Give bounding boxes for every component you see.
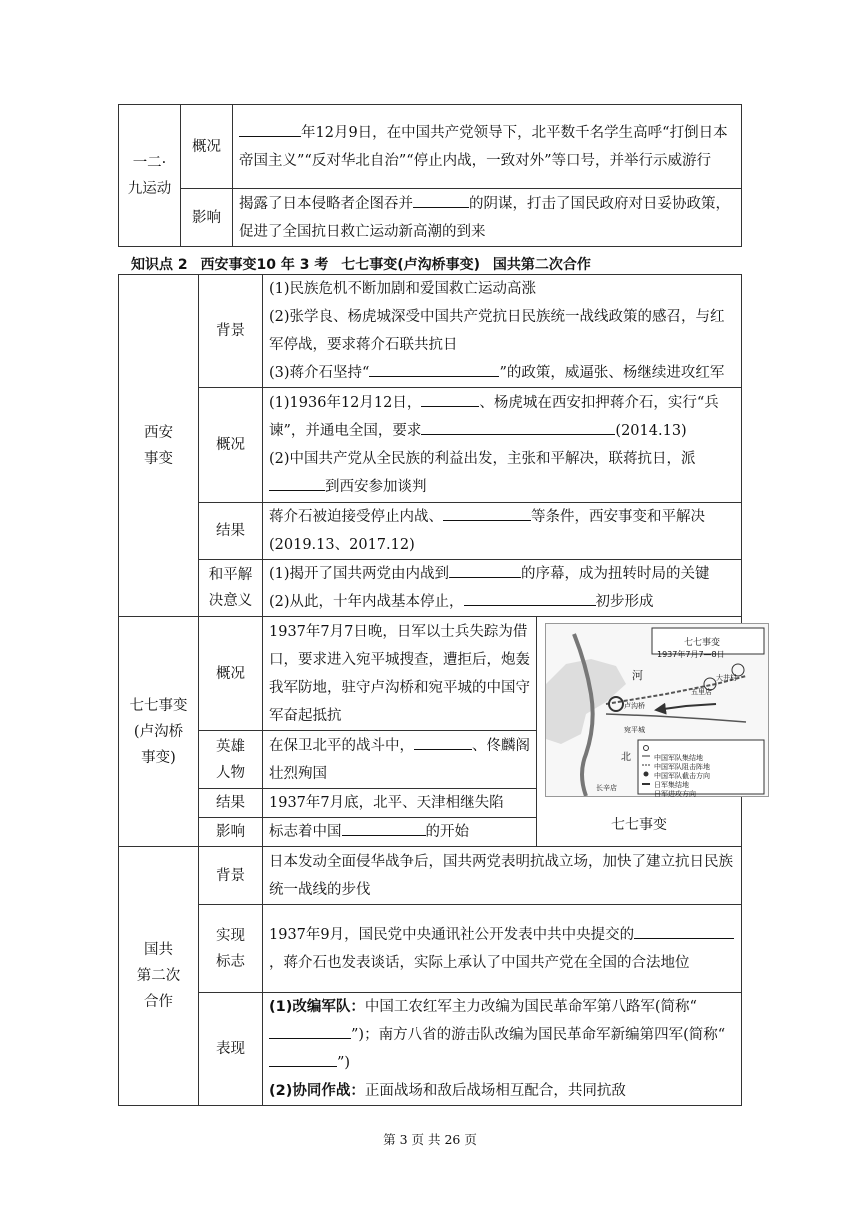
kp-topic-1: 西安事变 [200, 257, 257, 273]
coop-perf-1-mid: ”)；南方八省的游击队改编为国民革命军新编第四军(简称“ [351, 1027, 726, 1043]
coop-sign-2: ，蒋介石也发表谈话，实际上承认了中国共产党在全国的合法地位 [269, 954, 690, 971]
title-line-2: (卢沟桥 [133, 723, 184, 740]
cell-xian-result [263, 503, 742, 560]
coop-perf-1-label: (1)改编军队： [269, 999, 365, 1015]
blank-hero [414, 735, 472, 750]
label-coop-performance: 表现 [199, 993, 263, 1106]
title-line-2: 事变 [144, 450, 173, 467]
blank-united-front [464, 591, 596, 606]
coop-perf-2-text: 正面战场和敌后战场相互配合，共同抗敌 [364, 1083, 626, 1099]
knowledge-point-header [131, 254, 599, 274]
cell-coop-performance [263, 993, 742, 1106]
map-title: 七七事变 [684, 638, 721, 648]
blank-war [342, 821, 426, 836]
blank-demand [421, 420, 615, 435]
title-line-3: 合作 [144, 994, 173, 1010]
xian-ov-1-pre: (1)1936年12月12日， [269, 395, 422, 411]
row-title-qiqi [119, 617, 199, 847]
coop-sign-1: 1937年9月，国民党中央通讯社公开发表中共中央提交的 [269, 926, 635, 943]
xian-bg-2: (2)张学良、杨虎城深受中国共产党抗日民族统一战线政策的感召，与红军停战，要求蒋介石联共抗日 [269, 309, 725, 353]
label-coop-background: 背景 [199, 847, 263, 905]
sign-label-2: 标志 [216, 953, 245, 970]
blank-new-4th [269, 1052, 337, 1067]
title-line-1: 西安 [144, 424, 173, 441]
label-overview: 概况 [181, 105, 233, 189]
xian-bg-3-pre: (3)蒋介石坚持“ [269, 365, 370, 381]
label-qiqi-heroes [199, 731, 263, 789]
title-line-2: 九运动 [127, 180, 172, 197]
map-legend-5: 日军进攻方向 [654, 790, 696, 798]
hero-label-1: 英雄 [216, 738, 245, 755]
xian-ov-1-mid: 、杨虎城在西安扣押蒋介石，实行“兵谏”，并通电全国，要求 [269, 395, 719, 439]
table-xian-qiqi-coop [118, 274, 742, 1106]
table-129-movement [118, 104, 742, 247]
label-xian-background: 背景 [199, 275, 263, 388]
blank-8th-route [269, 1024, 351, 1039]
xian-sig-1 [269, 560, 735, 588]
influence-text-pre: 揭露了日本侵略者企图吞并 [239, 195, 413, 212]
qiqi-inf-post: 的开始 [425, 824, 469, 840]
xian-sig-2-post: 初步形成 [595, 594, 654, 610]
title-line-3: 事变) [141, 749, 176, 766]
map-place-3: 卢沟桥 [624, 702, 645, 710]
cell-coop-background: 日本发动全面侵华战争后，国共两党表明抗战立场，加快了建立抗日民族统一战线的步伐 [263, 847, 742, 905]
qiqi-inf-pre: 标志着中国 [269, 824, 342, 840]
coop-perf-1-pre: 中国工农红军主力改编为国民革命军第八路军(简称“ [364, 999, 697, 1015]
kp-label: 知识点 2 [131, 257, 188, 273]
xian-res-post: 等条件，西安事变和平解决(2019.13、2017.12) [269, 509, 705, 553]
blank-cooperation [449, 563, 521, 578]
hero-label-2: 人物 [216, 764, 245, 781]
title-line-1: 国共 [144, 942, 173, 958]
cell-qiqi-overview: 1937年7月7日晚，日军以士兵失踪为借口，要求进入宛平城搜查，遭拒后，炮轰我军防地，驻守卢沟桥和宛平城的中国守军奋起抵抗 [263, 617, 537, 731]
blank-zhang [421, 392, 479, 407]
xian-bg-1: (1)民族危机不断加剧和爱国救亡运动高涨 [269, 281, 537, 297]
xian-ov-2 [269, 445, 735, 501]
xian-ov-2-post: 到西安参加谈判 [325, 479, 427, 495]
xian-sig-1-post: 的序幕，成为扭转时局的关键 [521, 566, 710, 582]
xian-sig-1-pre: (1)揭开了国共两党由内战到 [269, 566, 450, 582]
overview-text: 年12月9日，在中国共产党领导下，北平数千名学生高呼“打倒日本帝国主义”“反对华北自治”“停止内战，一致对外”等口号，并举行示威游行 [239, 124, 728, 169]
kp-topic-2: 七七事变(卢沟桥事变) [341, 257, 481, 273]
row-title-xian [119, 275, 199, 617]
cell-influence [233, 189, 742, 247]
map-legend-2: 中国军队阻击阵地 [654, 763, 710, 771]
label-qiqi-influence: 影响 [199, 818, 263, 847]
cell-qiqi-result: 1937年7月底，北平、天津相继失陷 [263, 789, 537, 818]
label-influence: 影响 [181, 189, 233, 247]
influence-text-post: 的阴谋，打击了国民政府对日妥协政策，促进了全国抗日救亡运动新高潮的到来 [239, 195, 730, 240]
coop-perf-1 [269, 993, 735, 1077]
map-place-5: 长辛店 [596, 784, 617, 792]
cell-qiqi-map [537, 617, 742, 847]
map-place-7: 河 [632, 669, 643, 682]
label-qiqi-result: 结果 [199, 789, 263, 818]
xian-res-pre: 蒋介石被迫接受停止内战、 [269, 509, 443, 525]
xian-bg-3-post: ”的政策，威逼张、杨继续进攻红军 [499, 365, 725, 381]
map-legend-3: 中国军队截击方向 [654, 772, 710, 780]
blank-year [239, 122, 301, 137]
xian-ov-1 [269, 389, 735, 445]
map-legend-1: 中国军队集结地 [654, 754, 703, 762]
title-line-2: 第二次 [136, 968, 181, 984]
kp-exam-note: 10 年 3 考 [256, 257, 329, 273]
blank-policy [369, 362, 499, 377]
coop-perf-1-post: ”) [337, 1055, 351, 1071]
sig-label-1: 和平解 [208, 567, 253, 583]
qiqi-hero-post: 、佟麟阁壮烈殉国 [269, 737, 530, 782]
page-footer: 第 3 页 共 26 页 [383, 1132, 477, 1147]
coop-perf-2-label: (2)协同作战： [269, 1083, 365, 1099]
cell-qiqi-heroes [263, 731, 537, 789]
row-title-coop [119, 847, 199, 1106]
label-qiqi-overview: 概况 [199, 617, 263, 731]
xian-sig-2-pre: (2)从此，十年内战基本停止， [269, 594, 464, 610]
cell-xian-background [263, 275, 742, 388]
cell-coop-sign [263, 905, 742, 993]
label-coop-sign [199, 905, 263, 993]
xian-ov-1-post: (2014.13) [615, 423, 687, 439]
qiqi-hero-pre: 在保卫北平的战斗中， [269, 737, 414, 754]
blank-envoy [269, 476, 325, 491]
cell-xian-overview [263, 388, 742, 503]
blank-declaration [634, 924, 734, 939]
cell-overview [233, 105, 742, 189]
map-place-2: 五里店 [691, 688, 712, 696]
map-place-6: 北 [621, 752, 631, 763]
label-xian-result: 结果 [199, 503, 263, 560]
title-line-1: 一二· [132, 154, 167, 171]
map-place-1: 大井村 [716, 674, 737, 682]
blank-conditions [443, 506, 531, 521]
cell-xian-significance [263, 560, 742, 617]
xian-ov-2-pre: (2)中国共产党从全民族的利益出发，主张和平解决，联蒋抗日，派 [269, 451, 696, 467]
blank-influence [413, 193, 469, 208]
row-title-129 [119, 105, 181, 247]
kp-topic-3: 国共第二次合作 [492, 257, 591, 273]
sign-label-1: 实现 [216, 927, 245, 944]
map-place-4: 宛平城 [624, 726, 645, 734]
label-xian-significance [199, 560, 263, 617]
map-caption: 七七事变 [611, 817, 667, 833]
cell-qiqi-influence [263, 818, 537, 847]
xian-sig-2 [269, 588, 735, 616]
label-xian-overview: 概况 [199, 388, 263, 503]
title-line-1: 七七事变 [129, 697, 188, 714]
xian-bg-3 [269, 359, 735, 387]
qiqi-map [545, 623, 769, 797]
coop-perf-2 [269, 1077, 735, 1105]
map-date: 1937年7月7—8日 [657, 650, 725, 659]
sig-label-2: 决意义 [208, 593, 253, 609]
map-legend-4: 日军集结地 [654, 781, 689, 789]
